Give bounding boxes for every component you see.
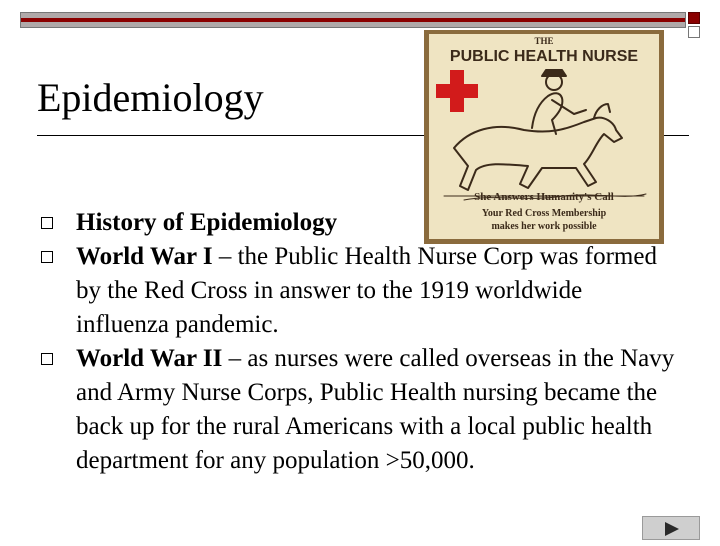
hollow-square-bullet-icon	[41, 217, 53, 229]
poster-title-small: THE	[534, 36, 554, 46]
corner-square-red	[688, 12, 700, 24]
next-slide-button[interactable]	[642, 516, 700, 540]
poster-caption-2: Your Red Cross Membership	[481, 208, 607, 219]
poster-title: PUBLIC HEALTH NURSE	[449, 48, 639, 65]
corner-square-white	[688, 26, 700, 38]
poster-caption-1: She Answers Humanity's Call	[474, 191, 614, 203]
top-decorative-bar	[20, 12, 686, 28]
bullet-lead: History of Epidemiology	[76, 209, 338, 236]
bullet-item	[38, 342, 678, 478]
hollow-square-bullet-icon	[41, 353, 53, 365]
bullet-lead: World War I	[76, 243, 213, 270]
bullet-text: – the Public Health Nurse Corp was formed by the Red Cross in answer to the 1919 worldwide influenza pandemic.	[76, 243, 657, 338]
bullet-lead: World War II	[76, 345, 223, 372]
next-arrow-icon	[643, 517, 701, 541]
bullet-list	[38, 206, 678, 478]
bullet-item	[38, 240, 678, 342]
slide-title: Epidemiology	[37, 75, 264, 120]
poster-caption-3: makes her work possible	[491, 221, 597, 232]
hollow-square-bullet-icon	[41, 251, 53, 263]
bullet-item	[38, 206, 678, 240]
top-bar-stripe	[21, 18, 685, 22]
bullet-text: – as nurses were called overseas in the Navy and Army Nurse Corps, Public Health nursing became the back up for the rural Americans with a local public health department for any population >50,000.	[76, 345, 675, 474]
